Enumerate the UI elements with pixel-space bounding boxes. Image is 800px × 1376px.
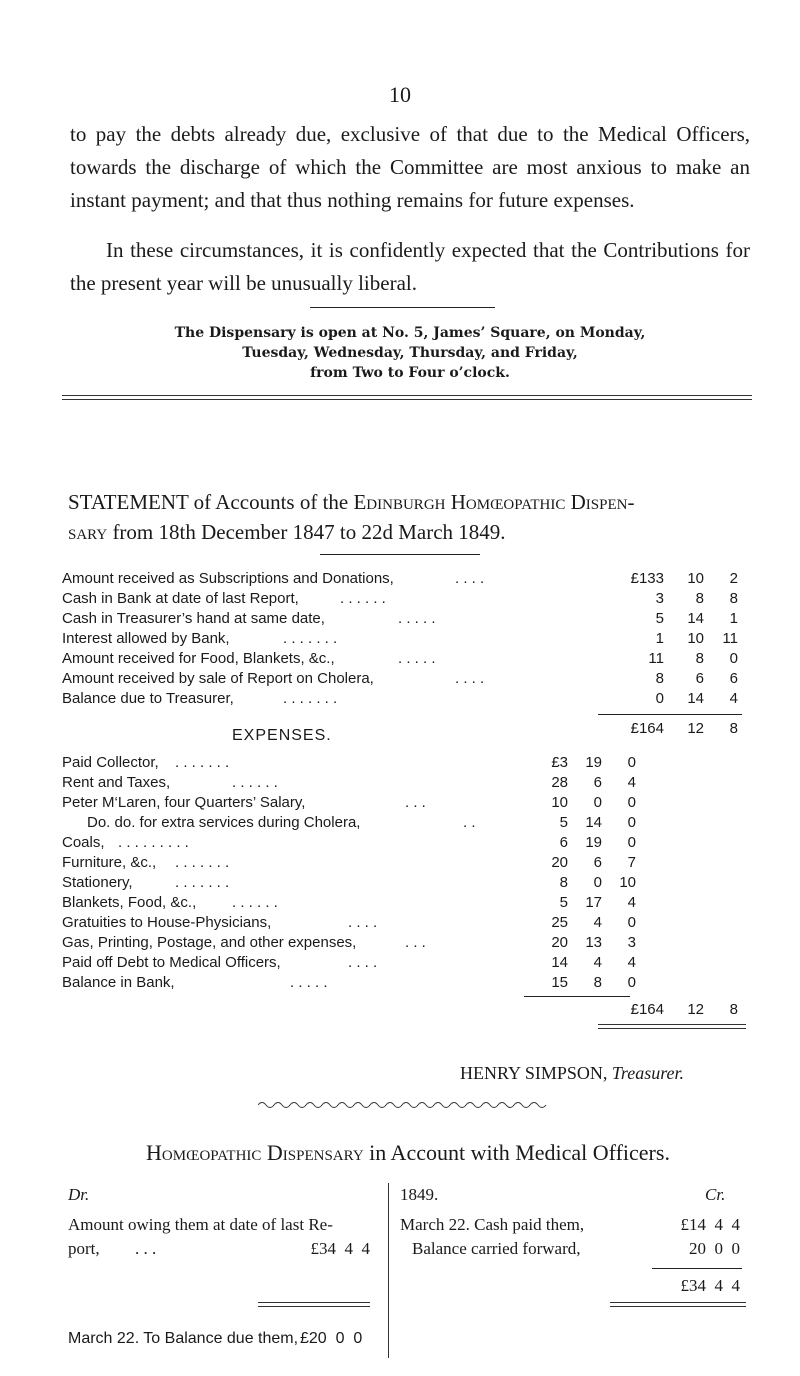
table-row <box>0 669 800 689</box>
page-number: 10 <box>389 82 411 107</box>
debit-line: port, <box>68 1239 100 1258</box>
table-row <box>0 589 800 609</box>
leader-dots: . . <box>463 814 476 831</box>
amount-pounds: 0 <box>655 690 664 707</box>
leader-dots: . . . . . . . <box>175 854 230 871</box>
amount-shillings: 13 <box>585 934 602 951</box>
debit-side <box>68 1185 368 1205</box>
amount-pence: 4 <box>627 774 636 791</box>
table-row <box>0 569 800 589</box>
table-row <box>0 953 800 973</box>
title-institution: Edinburgh Homœopathic Dispen- <box>353 490 635 514</box>
credit-row-label: Balance carried forward, <box>412 1239 581 1258</box>
total-pounds: £164 <box>630 1001 664 1018</box>
sum-rule <box>524 996 630 997</box>
officers-account-title <box>68 1140 748 1166</box>
table-row <box>0 853 800 873</box>
leader-dots: . . . . . <box>290 974 328 991</box>
title-part: sary <box>68 520 108 544</box>
amount-shillings: 4 <box>593 954 602 971</box>
row-label: Rent and Taxes, <box>62 774 171 791</box>
amount-pounds: 6 <box>559 834 568 851</box>
year-label: 1849. <box>400 1185 439 1204</box>
total-pence: 8 <box>729 720 738 737</box>
row-label: Amount received for Food, Blankets, &c., <box>62 650 335 667</box>
statement-title <box>68 487 748 547</box>
leader-dots: . . . . <box>348 914 378 931</box>
sum-rule <box>598 714 742 715</box>
notice-line: The Dispensary is open at No. 5, James’ Square, on Monday, <box>174 325 646 341</box>
credit-total: £34 4 4 <box>680 1276 740 1295</box>
leader-dots: . . . . . <box>398 610 436 627</box>
amount-shillings: 8 <box>695 590 704 607</box>
table-row <box>0 973 800 993</box>
credit-row-label: March 22. Cash paid them, <box>400 1215 585 1234</box>
amount-pence: 1 <box>729 610 738 627</box>
debit-line: Amount owing them at date of last Re- <box>68 1215 333 1234</box>
amount-pounds: 1 <box>655 630 664 647</box>
credit-row-amount: 20 0 0 <box>689 1239 740 1258</box>
row-label: Amount received as Subscriptions and Donations, <box>62 570 394 587</box>
row-label: Peter M‘Laren, four Quarters’ Salary, <box>62 794 306 811</box>
row-label: Blankets, Food, &c., <box>62 894 197 911</box>
amount-pounds: 8 <box>559 874 568 891</box>
row-label: Stationery, <box>62 874 133 891</box>
double-rule <box>258 1302 370 1307</box>
amount-pounds: 14 <box>551 954 568 971</box>
dr-label: Dr. <box>68 1185 90 1204</box>
double-rule <box>62 395 752 400</box>
row-label: Balance due to Treasurer, <box>62 690 234 707</box>
amount-shillings: 14 <box>687 610 704 627</box>
amount-pence: 0 <box>627 794 636 811</box>
row-label: Interest allowed by Bank, <box>62 630 230 647</box>
amount-shillings: 10 <box>687 630 704 647</box>
balance-footer: March 22. To Balance due them, <box>68 1330 299 1347</box>
signature-role: Treasurer. <box>611 1063 685 1083</box>
amount-pounds: £133 <box>630 570 664 587</box>
table-row <box>0 933 800 953</box>
divider <box>320 554 480 555</box>
leader-dots: . . . . . . <box>232 894 278 911</box>
row-label: Furniture, &c., <box>62 854 157 871</box>
amount-pounds: 20 <box>551 934 568 951</box>
table-row <box>0 893 800 913</box>
title-institution: Homœopathic Dispensary <box>146 1140 364 1165</box>
amount-pounds: 5 <box>655 610 664 627</box>
amount-shillings: 0 <box>593 794 602 811</box>
amount-shillings: 0 <box>593 874 602 891</box>
leader-dots: . . . <box>405 794 426 811</box>
amount-pence: 4 <box>729 690 738 707</box>
expenses-total-row <box>0 1000 800 1020</box>
title-part: in Account with Medical Officers. <box>363 1140 670 1165</box>
total-pounds: £164 <box>630 720 664 737</box>
amount-shillings: 14 <box>585 814 602 831</box>
amount-pounds: £3 <box>551 754 568 771</box>
table-row <box>0 609 800 629</box>
amount-pounds: 5 <box>559 814 568 831</box>
signature-name: HENRY SIMPSON, <box>460 1063 608 1083</box>
amount-shillings: 4 <box>593 914 602 931</box>
debit-amount: £34 4 4 <box>310 1239 370 1258</box>
leader-dots: . . . . <box>455 570 485 587</box>
amount-shillings: 6 <box>695 670 704 687</box>
balance-footer-amount: £20 0 0 <box>300 1330 363 1347</box>
amount-pence: 0 <box>627 974 636 991</box>
sum-rule <box>652 1268 742 1269</box>
row-label: Gratuities to House-Physicians, <box>62 914 272 931</box>
leader-dots: . . . . . . . <box>175 754 230 771</box>
double-rule <box>610 1302 746 1307</box>
amount-pounds: 3 <box>655 590 664 607</box>
leader-dots: . . . . . . . . . <box>118 834 189 851</box>
row-label: Cash in Bank at date of last Report, <box>62 590 299 607</box>
amount-pence: 0 <box>627 754 636 771</box>
paragraph-debts: to pay the debts already due, exclusive of that due to the Medical Officers, towards the discharge of which the Committee are most anxious to make an instant payment; and that thus nothing remains for future expenses. <box>70 122 750 212</box>
row-label: Balance in Bank, <box>62 974 175 991</box>
row-label: Cash in Treasurer’s hand at same date, <box>62 610 325 627</box>
amount-shillings: 6 <box>593 854 602 871</box>
row-label: Paid off Debt to Medical Officers, <box>62 954 281 971</box>
column-divider <box>388 1183 389 1358</box>
amount-shillings: 8 <box>593 974 602 991</box>
opening-hours-notice <box>80 323 740 383</box>
amount-pence: 7 <box>627 854 636 871</box>
treasurer-signature <box>460 1063 684 1084</box>
notice-line: Tuesday, Wednesday, Thursday, and Friday, <box>242 345 578 361</box>
amount-shillings: 8 <box>695 650 704 667</box>
amount-pence: 0 <box>627 814 636 831</box>
title-part: from 18th December 1847 to 22d March 1849. <box>107 520 506 544</box>
leader-dots: . . . <box>135 1239 157 1258</box>
total-shillings: 12 <box>687 720 704 737</box>
amount-pence: 2 <box>729 570 738 587</box>
paragraph-contributions: In these circumstances, it is confidently expected that the Contributions for the present year will be unusually liberal. <box>70 238 750 295</box>
leader-dots: . . . <box>405 934 426 951</box>
amount-pounds: 10 <box>551 794 568 811</box>
amount-pounds: 20 <box>551 854 568 871</box>
table-row <box>0 689 800 709</box>
table-row <box>0 753 800 773</box>
amount-shillings: 17 <box>585 894 602 911</box>
divider <box>310 307 495 308</box>
amount-pounds: 28 <box>551 774 568 791</box>
amount-pounds: 11 <box>648 650 664 667</box>
table-row <box>0 629 800 649</box>
table-row <box>0 873 800 893</box>
wavy-divider <box>258 1100 548 1110</box>
row-label: Gas, Printing, Postage, and other expenses, <box>62 934 357 951</box>
amount-shillings: 6 <box>593 774 602 791</box>
table-row <box>0 793 800 813</box>
total-pence: 8 <box>729 1001 738 1018</box>
amount-shillings: 10 <box>687 570 704 587</box>
leader-dots: . . . . . . . <box>283 690 338 707</box>
row-label: Paid Collector, <box>62 754 159 771</box>
leader-dots: . . . . . . . <box>175 874 230 891</box>
table-row <box>0 833 800 853</box>
cr-label: Cr. <box>705 1185 726 1204</box>
amount-pence: 3 <box>627 934 636 951</box>
credit-row-amount: £14 4 4 <box>680 1215 740 1234</box>
expenses-heading: EXPENSES. <box>232 727 332 744</box>
title-part: STATEMENT of Accounts of the <box>68 490 354 514</box>
amount-shillings: 14 <box>687 690 704 707</box>
amount-pounds: 25 <box>551 914 568 931</box>
amount-pence: 10 <box>619 874 636 891</box>
amount-pence: 0 <box>729 650 738 667</box>
table-row <box>0 649 800 669</box>
leader-dots: . . . . . . . <box>283 630 338 647</box>
amount-pence: 4 <box>627 954 636 971</box>
notice-line: from Two to Four o’clock. <box>310 365 510 381</box>
amount-pence: 6 <box>729 670 738 687</box>
amount-pence: 0 <box>627 834 636 851</box>
leader-dots: . . . . <box>348 954 378 971</box>
receipts-total-row <box>0 719 800 739</box>
row-label: Coals, <box>62 834 105 851</box>
row-label: Amount received by sale of Report on Cholera, <box>62 670 374 687</box>
table-row <box>0 773 800 793</box>
amount-shillings: 19 <box>585 834 602 851</box>
leader-dots: . . . . . . <box>232 774 278 791</box>
leader-dots: . . . . . <box>398 650 436 667</box>
amount-pounds: 8 <box>655 670 664 687</box>
amount-shillings: 19 <box>585 754 602 771</box>
table-row <box>0 813 800 833</box>
double-rule <box>598 1024 746 1029</box>
leader-dots: . . . . <box>455 670 485 687</box>
amount-pence: 4 <box>627 894 636 911</box>
amount-pounds: 5 <box>559 894 568 911</box>
amount-pounds: 15 <box>551 974 568 991</box>
amount-pence: 0 <box>627 914 636 931</box>
total-shillings: 12 <box>687 1001 704 1018</box>
leader-dots: . . . . . . <box>340 590 386 607</box>
row-label: Do. do. for extra services during Cholera, <box>87 814 361 831</box>
amount-pence: 11 <box>722 630 738 647</box>
table-row <box>0 913 800 933</box>
amount-pence: 8 <box>729 590 738 607</box>
